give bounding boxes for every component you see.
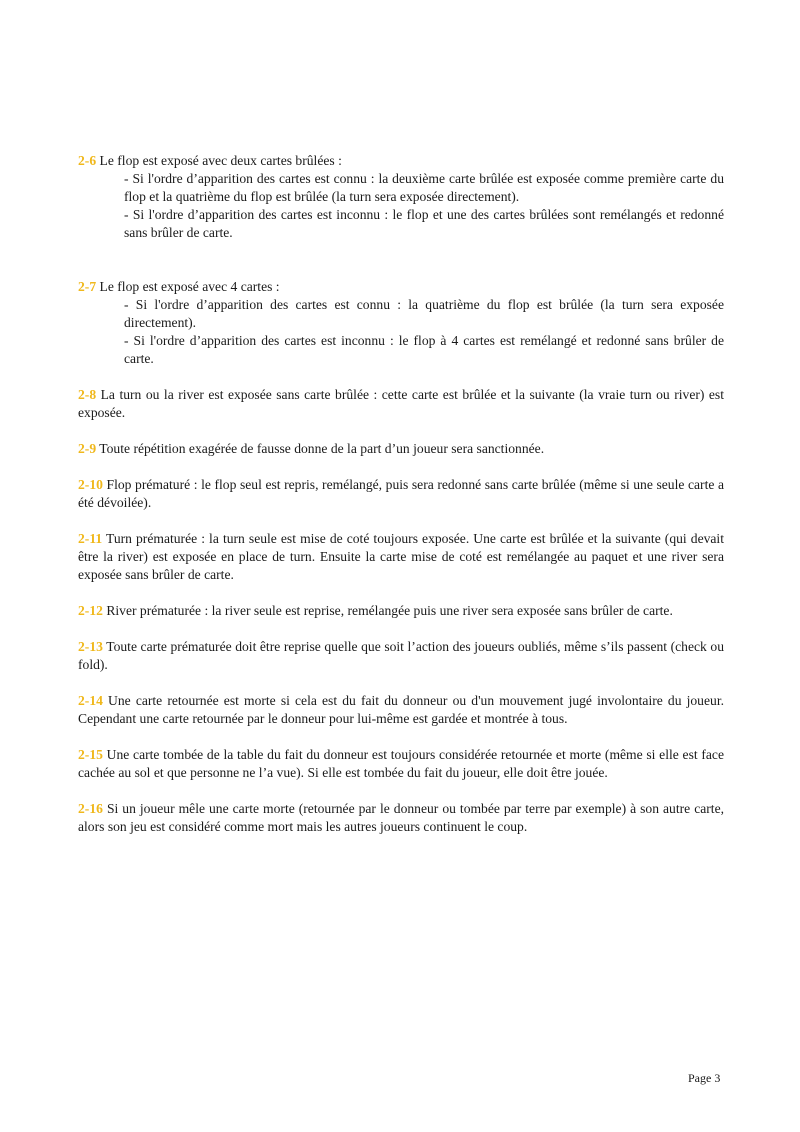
rule-number: 2-6	[78, 153, 97, 168]
rule-text: Si un joueur mêle une carte morte (retournée par le donneur ou tombée par terre par exemple) à son autre carte, alors son jeu est considéré comme mort mais les autres joueurs continuent le coup.	[78, 801, 724, 834]
rule-text: Toute carte prématurée doit être reprise quelle que soit l’action des joueurs oubliés, même s’ils passent (check ou fold).	[78, 639, 724, 672]
page-number: Page 3	[688, 1071, 721, 1085]
rule-number: 2-12	[78, 603, 103, 618]
rule-text: Flop prématuré : le flop seul est repris, remélangé, puis sera redonné sans carte brûlée (même si une seule carte a été dévoilée).	[78, 477, 724, 510]
rule-number: 2-7	[78, 279, 97, 294]
rule-2-6-sub-1: - Si l'ordre d’apparition des cartes est connu : la deuxième carte brûlée est exposée comme première carte du flop et la quatrième du flop est brûlée (la turn sera exposée directement).	[124, 171, 724, 204]
rule-2-7	[78, 278, 724, 296]
rule-2-16	[78, 800, 724, 836]
rule-number: 2-13	[78, 639, 103, 654]
rule-2-12	[78, 602, 724, 620]
rule-2-8	[78, 386, 724, 422]
rule-number: 2-16	[78, 801, 103, 816]
rule-2-7-sub-2: - Si l'ordre d’apparition des cartes est inconnu : le flop à 4 cartes est remélangé et redonné sans brûler de carte.	[124, 333, 724, 366]
rule-2-13	[78, 638, 724, 674]
rules-body	[78, 152, 724, 836]
rule-text: River prématurée : la river seule est reprise, remélangée puis une river sera exposée sans brûler de carte.	[106, 603, 673, 618]
rule-number: 2-14	[78, 693, 103, 708]
rule-text: Le flop est exposé avec deux cartes brûlées :	[99, 153, 342, 168]
rule-2-6-sub-2: - Si l'ordre d’apparition des cartes est inconnu : le flop et une des cartes brûlées sont remélangés et redonné sans brûler de carte.	[124, 207, 724, 240]
rule-number: 2-9	[78, 441, 97, 456]
rule-text: Une carte retournée est morte si cela est du fait du donneur ou d'un mouvement jugé involontaire du joueur. Cependant une carte retournée par le donneur pour lui-même est gardée et montrée à tous.	[78, 693, 724, 726]
rule-2-6	[78, 152, 724, 170]
rule-number: 2-11	[78, 531, 103, 546]
rule-number: 2-8	[78, 387, 97, 402]
rule-text: Turn prématurée : la turn seule est mise de coté toujours exposée. Une carte est brûlée et la suivante (qui devait être la river) est exposée en place de turn. Ensuite la carte mise de coté est remélangée au paquet et une river sera exposée sans brûler de carte.	[78, 531, 724, 582]
rule-number: 2-15	[78, 747, 103, 762]
rule-text: Toute répétition exagérée de fausse donne de la part d’un joueur sera sanctionnée.	[99, 441, 545, 456]
rule-number: 2-10	[78, 477, 103, 492]
rule-text: Une carte tombée de la table du fait du donneur est toujours considérée retournée et morte (même si elle est face cachée au sol et que personne ne l’a vue). Si elle est tombée du fait du joueur, elle doit être jouée.	[78, 747, 724, 780]
rule-2-7-sub-1: - Si l'ordre d’apparition des cartes est connu : la quatrième du flop est brûlée (la turn sera exposée directement).	[124, 297, 724, 330]
rule-2-14	[78, 692, 724, 728]
rule-2-11	[78, 530, 724, 584]
rule-2-15	[78, 746, 724, 782]
rule-text: La turn ou la river est exposée sans carte brûlée : cette carte est brûlée et la suivante (la vraie turn ou river) est exposée.	[78, 387, 724, 420]
rule-2-9	[78, 440, 724, 458]
rule-2-10	[78, 476, 724, 512]
rule-text: Le flop est exposé avec 4 cartes :	[99, 279, 280, 294]
